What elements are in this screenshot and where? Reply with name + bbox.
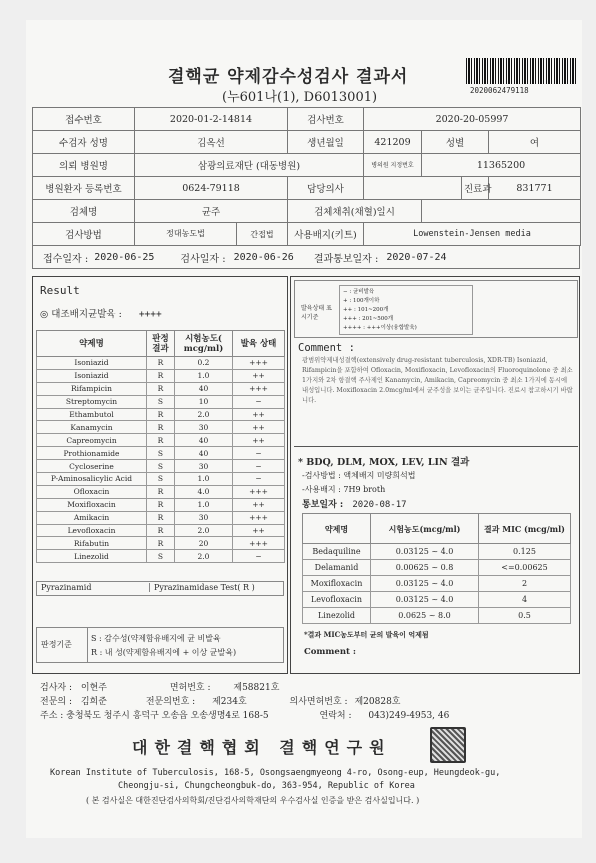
bdq-title: * BDQ, DLM, MOX, LEV, LIN 결과 bbox=[298, 457, 470, 468]
mic-conc-cell: 0.00625 ~ 0.8 bbox=[371, 560, 479, 576]
drug-growth-cell: +++ bbox=[233, 511, 285, 524]
mic-drug-cell: Linezolid bbox=[303, 608, 371, 624]
document-title: 결핵균 약제감수성검사 결과서 bbox=[168, 67, 409, 87]
control-growth bbox=[40, 306, 162, 320]
drug-drug-cell: Cycloserine bbox=[37, 460, 147, 473]
criteria-label: 판정기준 bbox=[41, 640, 72, 649]
drug-conc-cell: 30 bbox=[175, 421, 233, 434]
table-row bbox=[37, 524, 285, 537]
growth-legend bbox=[294, 280, 578, 338]
table-row bbox=[37, 357, 285, 370]
criteria-r: R : 내 성(약제함유배지에 + 이상 균발육) bbox=[91, 648, 237, 657]
mic-table bbox=[302, 513, 571, 624]
drug-conc-cell: 1.0 bbox=[175, 498, 233, 511]
drug-drug-cell: Isoniazid bbox=[37, 369, 147, 382]
drug-growth-cell: − bbox=[233, 395, 285, 408]
english-address-1: Korean Institute of Tuberculosis, 168-5, Osongsaengmyeong 4-ro, Osong-eup, Heungdeok-gu, bbox=[50, 768, 501, 778]
examiner-label: 검사자 : bbox=[40, 683, 72, 693]
method-label: 검사방법 bbox=[33, 223, 135, 246]
table-row bbox=[37, 408, 285, 421]
drug-conc-cell: 20 bbox=[175, 537, 233, 550]
drug-drug-cell: Isoniazid bbox=[37, 357, 147, 370]
drug-growth-cell: +++ bbox=[233, 357, 285, 370]
report-date-label: 결과통보일자 : bbox=[313, 253, 379, 265]
drug-growth-cell: +++ bbox=[233, 485, 285, 498]
drug-drug-cell: Ethambutol bbox=[37, 408, 147, 421]
criteria-box bbox=[36, 627, 284, 663]
drug-growth-cell: +++ bbox=[233, 537, 285, 550]
examiner-name: 이현주 bbox=[80, 683, 107, 693]
mic-col-result: 결과 MIC (mcg/ml) bbox=[479, 514, 571, 544]
drug-growth-cell: − bbox=[233, 447, 285, 460]
document-code: (누601나(1), D6013001) bbox=[222, 90, 378, 105]
table-row bbox=[37, 498, 285, 511]
table-row bbox=[37, 421, 285, 434]
bdq-method: -검사방법 : 액체배지 미량희석법 bbox=[302, 471, 416, 480]
dept-label: 진료과 bbox=[462, 177, 489, 200]
drug-result-cell: S bbox=[147, 395, 175, 408]
footer-specialist bbox=[40, 694, 401, 707]
table-row bbox=[37, 369, 285, 382]
drug-drug-cell: Rifampicin bbox=[37, 382, 147, 395]
footer-examiner bbox=[40, 680, 279, 693]
drug-growth-cell: − bbox=[233, 550, 285, 563]
mic-mic-cell: 0.5 bbox=[479, 608, 571, 624]
criteria-s: S : 감수성(약제함유배지에 균 비발육 bbox=[91, 634, 221, 643]
patient-info-table bbox=[32, 107, 581, 246]
pyrazinamide-row bbox=[36, 581, 284, 596]
specialist-label: 전문의 : bbox=[40, 697, 72, 707]
comment-title: Comment : bbox=[298, 342, 355, 354]
drug-result-cell: R bbox=[147, 408, 175, 421]
drug-conc-cell: 40 bbox=[175, 434, 233, 447]
result-title: Result bbox=[40, 284, 80, 297]
drug-conc-cell: 4.0 bbox=[175, 485, 233, 498]
bdq-date-row bbox=[302, 497, 407, 510]
mic-mic-cell: <=0.00625 bbox=[479, 560, 571, 576]
table-row bbox=[303, 560, 571, 576]
legend-line: − : 균비발육 bbox=[343, 289, 375, 295]
drug-result-cell: R bbox=[147, 511, 175, 524]
drug-growth-cell: − bbox=[233, 460, 285, 473]
drug-drug-cell: Rifabutin bbox=[37, 537, 147, 550]
drug-growth-cell: ++ bbox=[233, 369, 285, 382]
certification-note: ( 본 검사실은 대한진단검사의학회/진단검사의학재단의 우수검사실 인증을 받은 검사실입니다. ) bbox=[86, 796, 420, 805]
drug-growth-cell: − bbox=[233, 473, 285, 486]
reg-no-label: 병원환자 등록번호 bbox=[33, 177, 135, 200]
drug-growth-cell: ++ bbox=[233, 434, 285, 447]
mic-drug-cell: Delamanid bbox=[303, 560, 371, 576]
phone: 043)249-4953, 46 bbox=[368, 711, 450, 721]
official-seal-icon bbox=[430, 727, 466, 763]
method-cell bbox=[135, 223, 288, 246]
drug-drug-cell: Levofloxacin bbox=[37, 524, 147, 537]
mic-drug-cell: Bedaquiline bbox=[303, 544, 371, 560]
drug-conc-cell: 0.2 bbox=[175, 357, 233, 370]
mic-conc-cell: 0.0625 ~ 8.0 bbox=[371, 608, 479, 624]
specialist-name: 김희준 bbox=[80, 697, 107, 707]
phone-label: 연락처 : bbox=[319, 711, 352, 721]
drug-growth-cell: ++ bbox=[233, 408, 285, 421]
drug-drug-cell: P-Aminosalicylic Acid bbox=[37, 473, 147, 486]
drug-drug-cell: Linezolid bbox=[37, 550, 147, 563]
drug-result-cell: S bbox=[147, 460, 175, 473]
barcode-number: 2020062479118 bbox=[470, 86, 529, 95]
doctor-label: 담당의사 bbox=[288, 177, 364, 200]
drug-result-cell: R bbox=[147, 434, 175, 447]
drug-conc-cell: 30 bbox=[175, 460, 233, 473]
drug-conc-cell: 30 bbox=[175, 511, 233, 524]
inst-code-label: 병의원 지정번호 bbox=[364, 154, 422, 177]
drug-result-cell: S bbox=[147, 550, 175, 563]
reg-no: 0624-79118 bbox=[135, 177, 288, 200]
sex-label: 성별 bbox=[422, 131, 489, 154]
collect-label: 검체채취(채혈)일시 bbox=[288, 200, 422, 223]
drug-result-cell: R bbox=[147, 357, 175, 370]
collect-value bbox=[422, 200, 581, 223]
patient-name: 김옥선 bbox=[135, 131, 288, 154]
mic-col-drug: 약제명 bbox=[303, 514, 371, 544]
drug-conc-cell: 40 bbox=[175, 382, 233, 395]
drug-growth-cell: ++ bbox=[233, 498, 285, 511]
section-divider bbox=[294, 446, 578, 447]
report-date: 2020-07-24 bbox=[386, 251, 447, 263]
drug-drug-cell: Streptomycin bbox=[37, 395, 147, 408]
birth-date: 421209 bbox=[364, 131, 422, 154]
footer-address-row bbox=[40, 708, 449, 721]
drug-result-cell: R bbox=[147, 485, 175, 498]
drug-conc-cell: 40 bbox=[175, 447, 233, 460]
inst-code: 11365200 bbox=[422, 154, 581, 177]
table-row bbox=[37, 447, 285, 460]
barcode-image bbox=[466, 58, 576, 84]
method-value: 정대농도법 bbox=[135, 223, 237, 245]
control-growth-label: ◎ 대조배지균발육 : bbox=[40, 309, 122, 320]
table-row bbox=[37, 434, 285, 447]
drug-conc-cell: 1.0 bbox=[175, 473, 233, 486]
table-row bbox=[37, 550, 285, 563]
address: 주소 : 충청북도 청주시 흥덕구 오송읍 오송생명4로 168-5 bbox=[40, 711, 269, 721]
english-address-2: Cheongju-si, Chungcheongbuk-do, 363-954, Republic of Korea bbox=[118, 781, 415, 791]
doc-license: 제20828호 bbox=[354, 697, 401, 707]
drug-drug-cell: Kanamycin bbox=[37, 421, 147, 434]
receipt-date-label: 접수일자 : bbox=[43, 253, 89, 265]
exam-date-label: 검사일자 : bbox=[180, 253, 226, 265]
license-no: 제58821호 bbox=[233, 683, 280, 693]
legend-label: 발육상태 표시기준 bbox=[301, 305, 332, 321]
receipt-no: 2020-01-2-14814 bbox=[135, 108, 288, 131]
table-row bbox=[303, 608, 571, 624]
date-row bbox=[32, 245, 580, 269]
sex-value: 여 bbox=[489, 131, 581, 154]
drug-result-cell: R bbox=[147, 524, 175, 537]
table-row bbox=[37, 473, 285, 486]
license-label: 면허번호 : bbox=[169, 683, 211, 693]
doctor-name bbox=[364, 177, 462, 200]
drug-conc-cell: 2.0 bbox=[175, 408, 233, 421]
legend-line: ++ : 101~200개 bbox=[343, 307, 389, 313]
mic-note: *결과 MIC농도부터 균의 발육이 억제됨 bbox=[304, 630, 429, 639]
mic-conc-cell: 0.03125 ~ 4.0 bbox=[371, 544, 479, 560]
drug-result-cell: R bbox=[147, 498, 175, 511]
bdq-medium: -사용배지 : 7H9 broth bbox=[302, 485, 386, 494]
receipt-date: 2020-06-25 bbox=[94, 251, 155, 263]
hospital-name: 삼광의료재단 (대동병원) bbox=[135, 154, 364, 177]
exam-date: 2020-06-26 bbox=[233, 251, 294, 263]
hospital-label: 의뢰 병원명 bbox=[33, 154, 135, 177]
drug-conc-cell: 2.0 bbox=[175, 524, 233, 537]
bdq-date-label: 통보일자 : bbox=[302, 500, 344, 510]
exam-no: 2020-20-05997 bbox=[364, 108, 581, 131]
legend-line: + : 100개이하 bbox=[343, 298, 380, 304]
legend-line: ++++ : +++이상(융합발육) bbox=[343, 325, 417, 331]
drug-result-cell: R bbox=[147, 421, 175, 434]
table-row bbox=[37, 460, 285, 473]
drug-result-cell: R bbox=[147, 537, 175, 550]
drug-drug-cell: Amikacin bbox=[37, 511, 147, 524]
medium-value: Lowenstein-Jensen media bbox=[364, 223, 581, 246]
specimen-label: 검체명 bbox=[33, 200, 135, 223]
mic-comment: Comment : bbox=[304, 647, 357, 657]
specimen-value: 균주 bbox=[135, 200, 288, 223]
drug-drug-cell: Ofloxacin bbox=[37, 485, 147, 498]
drug-drug-cell: Moxifloxacin bbox=[37, 498, 147, 511]
drug-conc-cell: 10 bbox=[175, 395, 233, 408]
drug-growth-cell: ++ bbox=[233, 524, 285, 537]
drug-result-cell: S bbox=[147, 473, 175, 486]
bdq-date: 2020-08-17 bbox=[352, 500, 407, 510]
mic-col-conc: 시험농도(mcg/ml) bbox=[371, 514, 479, 544]
drug-growth-cell: +++ bbox=[233, 382, 285, 395]
table-row bbox=[303, 544, 571, 560]
table-row bbox=[37, 382, 285, 395]
mic-drug-cell: Levofloxacin bbox=[303, 592, 371, 608]
mic-drug-cell: Moxifloxacin bbox=[303, 576, 371, 592]
institute-name: 대한결핵협회 결핵연구원 bbox=[132, 738, 392, 757]
spec-no: 제234호 bbox=[212, 697, 247, 707]
pyz-drug: Pyrazinamid bbox=[41, 583, 92, 592]
exam-no-label: 검사번호 bbox=[288, 108, 364, 131]
drug-drug-cell: Prothionamide bbox=[37, 447, 147, 460]
table-row bbox=[37, 537, 285, 550]
comment-text: 광범위약제내성결핵(extensively drug-resistant tuberculosis, XDR-TB) Isoniazid, Rifampicin을 포함하여 Ofloxacin, Moxifloxacin, Levofloxacin의 Fluoroquinolone 중 최소 1가지와 2차 항결핵 주사제인 Kanamycin, Amikacin, Capreomycin 중 최소 1가지에 동시에 내성입니다. Moxifloxacin 2.0mcg/ml에서 균주성을 보이는 균주입니다. 진료시 참고하시기 바랍니다. bbox=[302, 357, 573, 404]
table-row bbox=[37, 511, 285, 524]
spec-no-label: 전문의번호 : bbox=[145, 697, 196, 707]
doc-license-label: 의사면허번호 : bbox=[289, 697, 348, 707]
medium-label: 사용배지(키트) bbox=[288, 223, 364, 246]
drug-conc-cell: 2.0 bbox=[175, 550, 233, 563]
birth-label: 생년월일 bbox=[288, 131, 364, 154]
table-row bbox=[303, 576, 571, 592]
col-growth: 발육 상태 bbox=[233, 331, 285, 357]
susceptibility-table bbox=[36, 330, 285, 563]
dept-value: 831771 bbox=[489, 177, 581, 200]
col-drug: 약제명 bbox=[37, 331, 147, 357]
drug-result-cell: S bbox=[147, 447, 175, 460]
mic-mic-cell: 4 bbox=[479, 592, 571, 608]
mic-conc-cell: 0.03125 ~ 4.0 bbox=[371, 592, 479, 608]
table-row bbox=[37, 485, 285, 498]
drug-drug-cell: Capreomycin bbox=[37, 434, 147, 447]
legend-line: +++ : 201~500개 bbox=[343, 316, 394, 322]
col-result: 판정 결과 bbox=[147, 331, 175, 357]
pyz-test: Pyrazinamidase Test( R ) bbox=[149, 583, 255, 592]
mic-conc-cell: 0.03125 ~ 4.0 bbox=[371, 576, 479, 592]
drug-result-cell: R bbox=[147, 382, 175, 395]
table-row bbox=[303, 592, 571, 608]
drug-conc-cell: 1.0 bbox=[175, 369, 233, 382]
drug-result-cell: R bbox=[147, 369, 175, 382]
drug-growth-cell: ++ bbox=[233, 421, 285, 434]
table-row bbox=[37, 395, 285, 408]
indirect-label: 간접법 bbox=[250, 229, 274, 239]
mic-mic-cell: 2 bbox=[479, 576, 571, 592]
patient-name-label: 수검자 성명 bbox=[33, 131, 135, 154]
col-conc: 시험농도( mcg/ml) bbox=[175, 331, 233, 357]
mic-mic-cell: 0.125 bbox=[479, 544, 571, 560]
receipt-no-label: 접수번호 bbox=[33, 108, 135, 131]
control-growth-value: ++++ bbox=[138, 309, 162, 320]
